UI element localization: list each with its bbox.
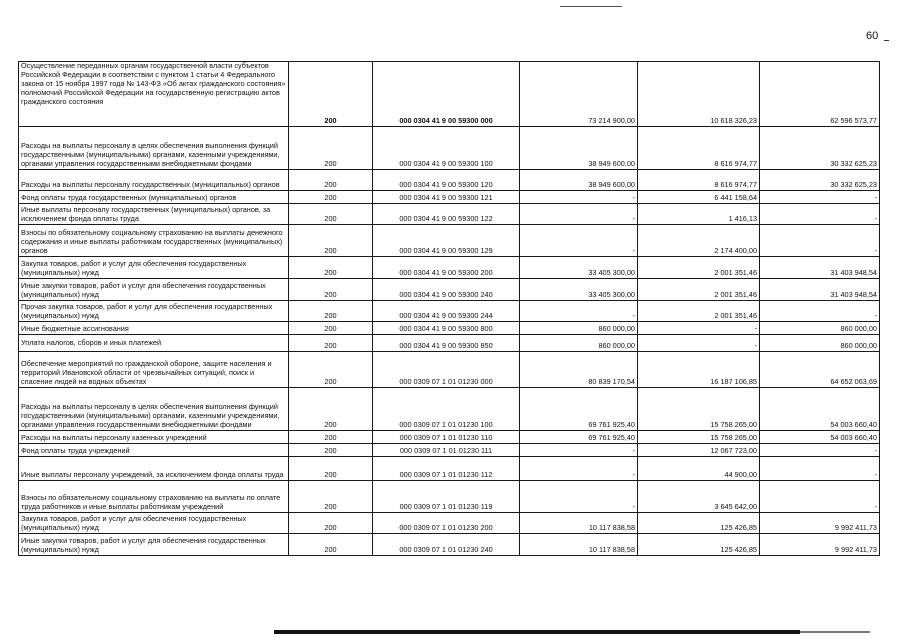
row-executed: 2 174 400,00 xyxy=(638,225,760,257)
row-approved: 33 405 300,00 xyxy=(520,279,638,301)
row-unexecuted: - xyxy=(760,191,880,204)
row-code: 200 xyxy=(289,62,373,127)
row-code: 200 xyxy=(289,352,373,388)
row-unexecuted: - xyxy=(760,457,880,481)
row-executed: 8 616 974,77 xyxy=(638,170,760,191)
row-kbk: 000 0309 07 1 01 01230 200 xyxy=(373,513,520,534)
row-kbk: 000 0309 07 1 01 01230 110 xyxy=(373,431,520,444)
table-row xyxy=(19,444,880,457)
row-approved: - xyxy=(520,204,638,225)
row-executed: 15 758 265,00 xyxy=(638,388,760,431)
row-kbk: 000 0304 41 9 00 59300 122 xyxy=(373,204,520,225)
row-code: 200 xyxy=(289,127,373,170)
row-code: 200 xyxy=(289,457,373,481)
row-code: 200 xyxy=(289,534,373,556)
row-kbk: 000 0309 07 1 01 01230 100 xyxy=(373,388,520,431)
row-name: Иные выплаты персоналу государственных (муниципальных) органов, за исключением фонда оплаты труда xyxy=(19,204,289,225)
row-kbk: 000 0304 41 9 00 59300 244 xyxy=(373,301,520,322)
row-name: Взносы по обязательному социальному страхованию на выплаты денежного содержания и иные выплаты работникам государственных (муниципальных) органов xyxy=(19,225,289,257)
row-code: 200 xyxy=(289,388,373,431)
table-row xyxy=(19,170,880,191)
row-approved: 69 761 925,40 xyxy=(520,388,638,431)
row-approved: 860 000,00 xyxy=(520,335,638,352)
row-code: 200 xyxy=(289,301,373,322)
row-approved: 10 117 838,58 xyxy=(520,513,638,534)
row-unexecuted: - xyxy=(760,225,880,257)
row-unexecuted: 860 000,00 xyxy=(760,335,880,352)
table-row xyxy=(19,301,880,322)
table-row xyxy=(19,431,880,444)
row-executed: 12 067 723,00 xyxy=(638,444,760,457)
row-approved: - xyxy=(520,225,638,257)
row-kbk: 000 0304 41 9 00 59300 120 xyxy=(373,170,520,191)
row-name: Взносы по обязательному социальному страхованию на выплаты по оплате труда работников и иные выплаты работникам учреждений xyxy=(19,481,289,513)
row-kbk: 000 0304 41 9 00 59300 850 xyxy=(373,335,520,352)
row-name: Иные закупки товаров, работ и услуг для обеспечения государственных (муниципальных) нужд xyxy=(19,534,289,556)
row-name: Закупка товаров, работ и услуг для обеспечения государственных (муниципальных) нужд xyxy=(19,257,289,279)
row-executed: 3 645 642,00 xyxy=(638,481,760,513)
row-code: 200 xyxy=(289,335,373,352)
row-executed: 2 001 351,46 xyxy=(638,279,760,301)
row-kbk: 000 0309 07 1 01 01230 112 xyxy=(373,457,520,481)
row-unexecuted: - xyxy=(760,444,880,457)
row-executed: - xyxy=(638,335,760,352)
row-unexecuted: 31 403 948,54 xyxy=(760,257,880,279)
table-row xyxy=(19,62,880,127)
row-approved: 38 949 600,00 xyxy=(520,127,638,170)
row-unexecuted: 54 003 660,40 xyxy=(760,388,880,431)
row-code: 200 xyxy=(289,170,373,191)
row-executed: - xyxy=(638,322,760,335)
row-kbk: 000 0304 41 9 00 59300 129 xyxy=(373,225,520,257)
table-row xyxy=(19,388,880,431)
row-unexecuted: 30 332 625,23 xyxy=(760,170,880,191)
table-row xyxy=(19,352,880,388)
row-code: 200 xyxy=(289,257,373,279)
row-name: Расходы на выплаты персоналу в целях обеспечения выполнения функций государственными (муниципальными) органами, казенными учреждениями, органами управления государственными внебюджетными фондами xyxy=(19,127,289,170)
row-name: Прочая закупка товаров, работ и услуг для обеспечения государственных (муниципальных) нужд xyxy=(19,301,289,322)
row-code: 200 xyxy=(289,279,373,301)
row-approved: - xyxy=(520,481,638,513)
page-mark xyxy=(884,40,889,41)
row-kbk: 000 0304 41 9 00 59300 200 xyxy=(373,257,520,279)
row-executed: 6 441 158,64 xyxy=(638,191,760,204)
row-code: 200 xyxy=(289,225,373,257)
row-name: Расходы на выплаты персоналу государственных (муниципальных) органов xyxy=(19,170,289,191)
table-row xyxy=(19,335,880,352)
row-code: 200 xyxy=(289,204,373,225)
bottom-rule-tail xyxy=(800,631,870,633)
table-row xyxy=(19,322,880,335)
row-executed: 2 001 351,46 xyxy=(638,257,760,279)
row-code: 200 xyxy=(289,513,373,534)
row-kbk: 000 0309 07 1 01 01230 240 xyxy=(373,534,520,556)
row-name: Расходы на выплаты персоналу казенных учреждений xyxy=(19,431,289,444)
row-name: Иные бюджетные ассигнования xyxy=(19,322,289,335)
row-executed: 44 900,00 xyxy=(638,457,760,481)
row-name: Фонд оплаты труда учреждений xyxy=(19,444,289,457)
row-executed: 2 001 351,46 xyxy=(638,301,760,322)
row-unexecuted: 54 003 660,40 xyxy=(760,431,880,444)
row-kbk: 000 0304 41 9 00 59300 240 xyxy=(373,279,520,301)
bottom-rule xyxy=(274,630,800,634)
row-code: 200 xyxy=(289,481,373,513)
table-row xyxy=(19,204,880,225)
row-code: 200 xyxy=(289,191,373,204)
row-executed: 15 758 265,00 xyxy=(638,431,760,444)
top-rule xyxy=(560,6,622,7)
table-row xyxy=(19,191,880,204)
row-executed: 16 187 106,85 xyxy=(638,352,760,388)
row-unexecuted: - xyxy=(760,481,880,513)
row-unexecuted: - xyxy=(760,204,880,225)
page-number: 60 xyxy=(866,30,879,42)
row-approved: - xyxy=(520,444,638,457)
row-unexecuted: 30 332 625,23 xyxy=(760,127,880,170)
row-name: Уплата налогов, сборов и иных платежей xyxy=(19,335,289,352)
row-kbk: 000 0309 07 1 01 01230 119 xyxy=(373,481,520,513)
table-row xyxy=(19,257,880,279)
row-name: Расходы на выплаты персоналу в целях обеспечения выполнения функций государственными (муниципальными) органами, казенными учреждениями, органами управления государственными внебюджетными фондами xyxy=(19,388,289,431)
table-row xyxy=(19,127,880,170)
row-approved: 69 761 925,40 xyxy=(520,431,638,444)
row-approved: 33 405 300,00 xyxy=(520,257,638,279)
table-row xyxy=(19,534,880,556)
row-executed: 125 426,85 xyxy=(638,513,760,534)
row-code: 200 xyxy=(289,322,373,335)
row-approved: 73 214 900,00 xyxy=(520,62,638,127)
row-name: Фонд оплаты труда государственных (муниципальных) органов xyxy=(19,191,289,204)
table-row xyxy=(19,279,880,301)
row-kbk: 000 0304 41 9 00 59300 000 xyxy=(373,62,520,127)
row-executed: 8 616 974,77 xyxy=(638,127,760,170)
row-code: 200 xyxy=(289,444,373,457)
row-unexecuted: 9 992 411,73 xyxy=(760,513,880,534)
row-approved: 10 117 838,58 xyxy=(520,534,638,556)
row-unexecuted: 31 403 948,54 xyxy=(760,279,880,301)
row-unexecuted: 62 596 573,77 xyxy=(760,62,880,127)
row-executed: 1 416,13 xyxy=(638,204,760,225)
row-unexecuted: 860 000,00 xyxy=(760,322,880,335)
row-kbk: 000 0304 41 9 00 59300 800 xyxy=(373,322,520,335)
row-kbk: 000 0304 41 9 00 59300 100 xyxy=(373,127,520,170)
row-approved: 860 000,00 xyxy=(520,322,638,335)
row-kbk: 000 0309 07 1 01 01230 111 xyxy=(373,444,520,457)
row-code: 200 xyxy=(289,431,373,444)
row-executed: 125 426,85 xyxy=(638,534,760,556)
row-approved: 38 949 600,00 xyxy=(520,170,638,191)
row-name: Иные закупки товаров, работ и услуг для обеспечения государственных (муниципальных) нужд xyxy=(19,279,289,301)
table-row xyxy=(19,225,880,257)
row-approved: 80 839 170,54 xyxy=(520,352,638,388)
row-unexecuted: 64 652 063,69 xyxy=(760,352,880,388)
row-name: Закупка товаров, работ и услуг для обеспечения государственных (муниципальных) нужд xyxy=(19,513,289,534)
row-name: Обеспечение мероприятий по гражданской обороне, защите населения и территорий Ивановской области от чрезвычайных ситуаций, поиск и спасение людей на водных объектах xyxy=(19,352,289,388)
row-approved: - xyxy=(520,301,638,322)
row-unexecuted: 9 992 411,73 xyxy=(760,534,880,556)
budget-execution-table xyxy=(18,61,880,556)
row-name: Иные выплаты персоналу учреждений, за исключением фонда оплаты труда xyxy=(19,457,289,481)
row-kbk: 000 0309 07 1 01 01230 000 xyxy=(373,352,520,388)
row-approved: - xyxy=(520,457,638,481)
row-executed: 10 618 326,23 xyxy=(638,62,760,127)
row-unexecuted: - xyxy=(760,301,880,322)
table-row xyxy=(19,457,880,481)
table-row xyxy=(19,481,880,513)
row-approved: - xyxy=(520,191,638,204)
row-kbk: 000 0304 41 9 00 59300 121 xyxy=(373,191,520,204)
row-name: Осуществление переданных органам государственной власти субъектов Российской Федерации в соответствии с пунктом 1 статьи 4 Федерального закона от 15 ноября 1997 года № 143-ФЗ «Об актах гражданского состояния» полномочий Российской Федерации на государственную регистрацию актов гражданского состояния xyxy=(19,62,289,127)
table-row xyxy=(19,513,880,534)
